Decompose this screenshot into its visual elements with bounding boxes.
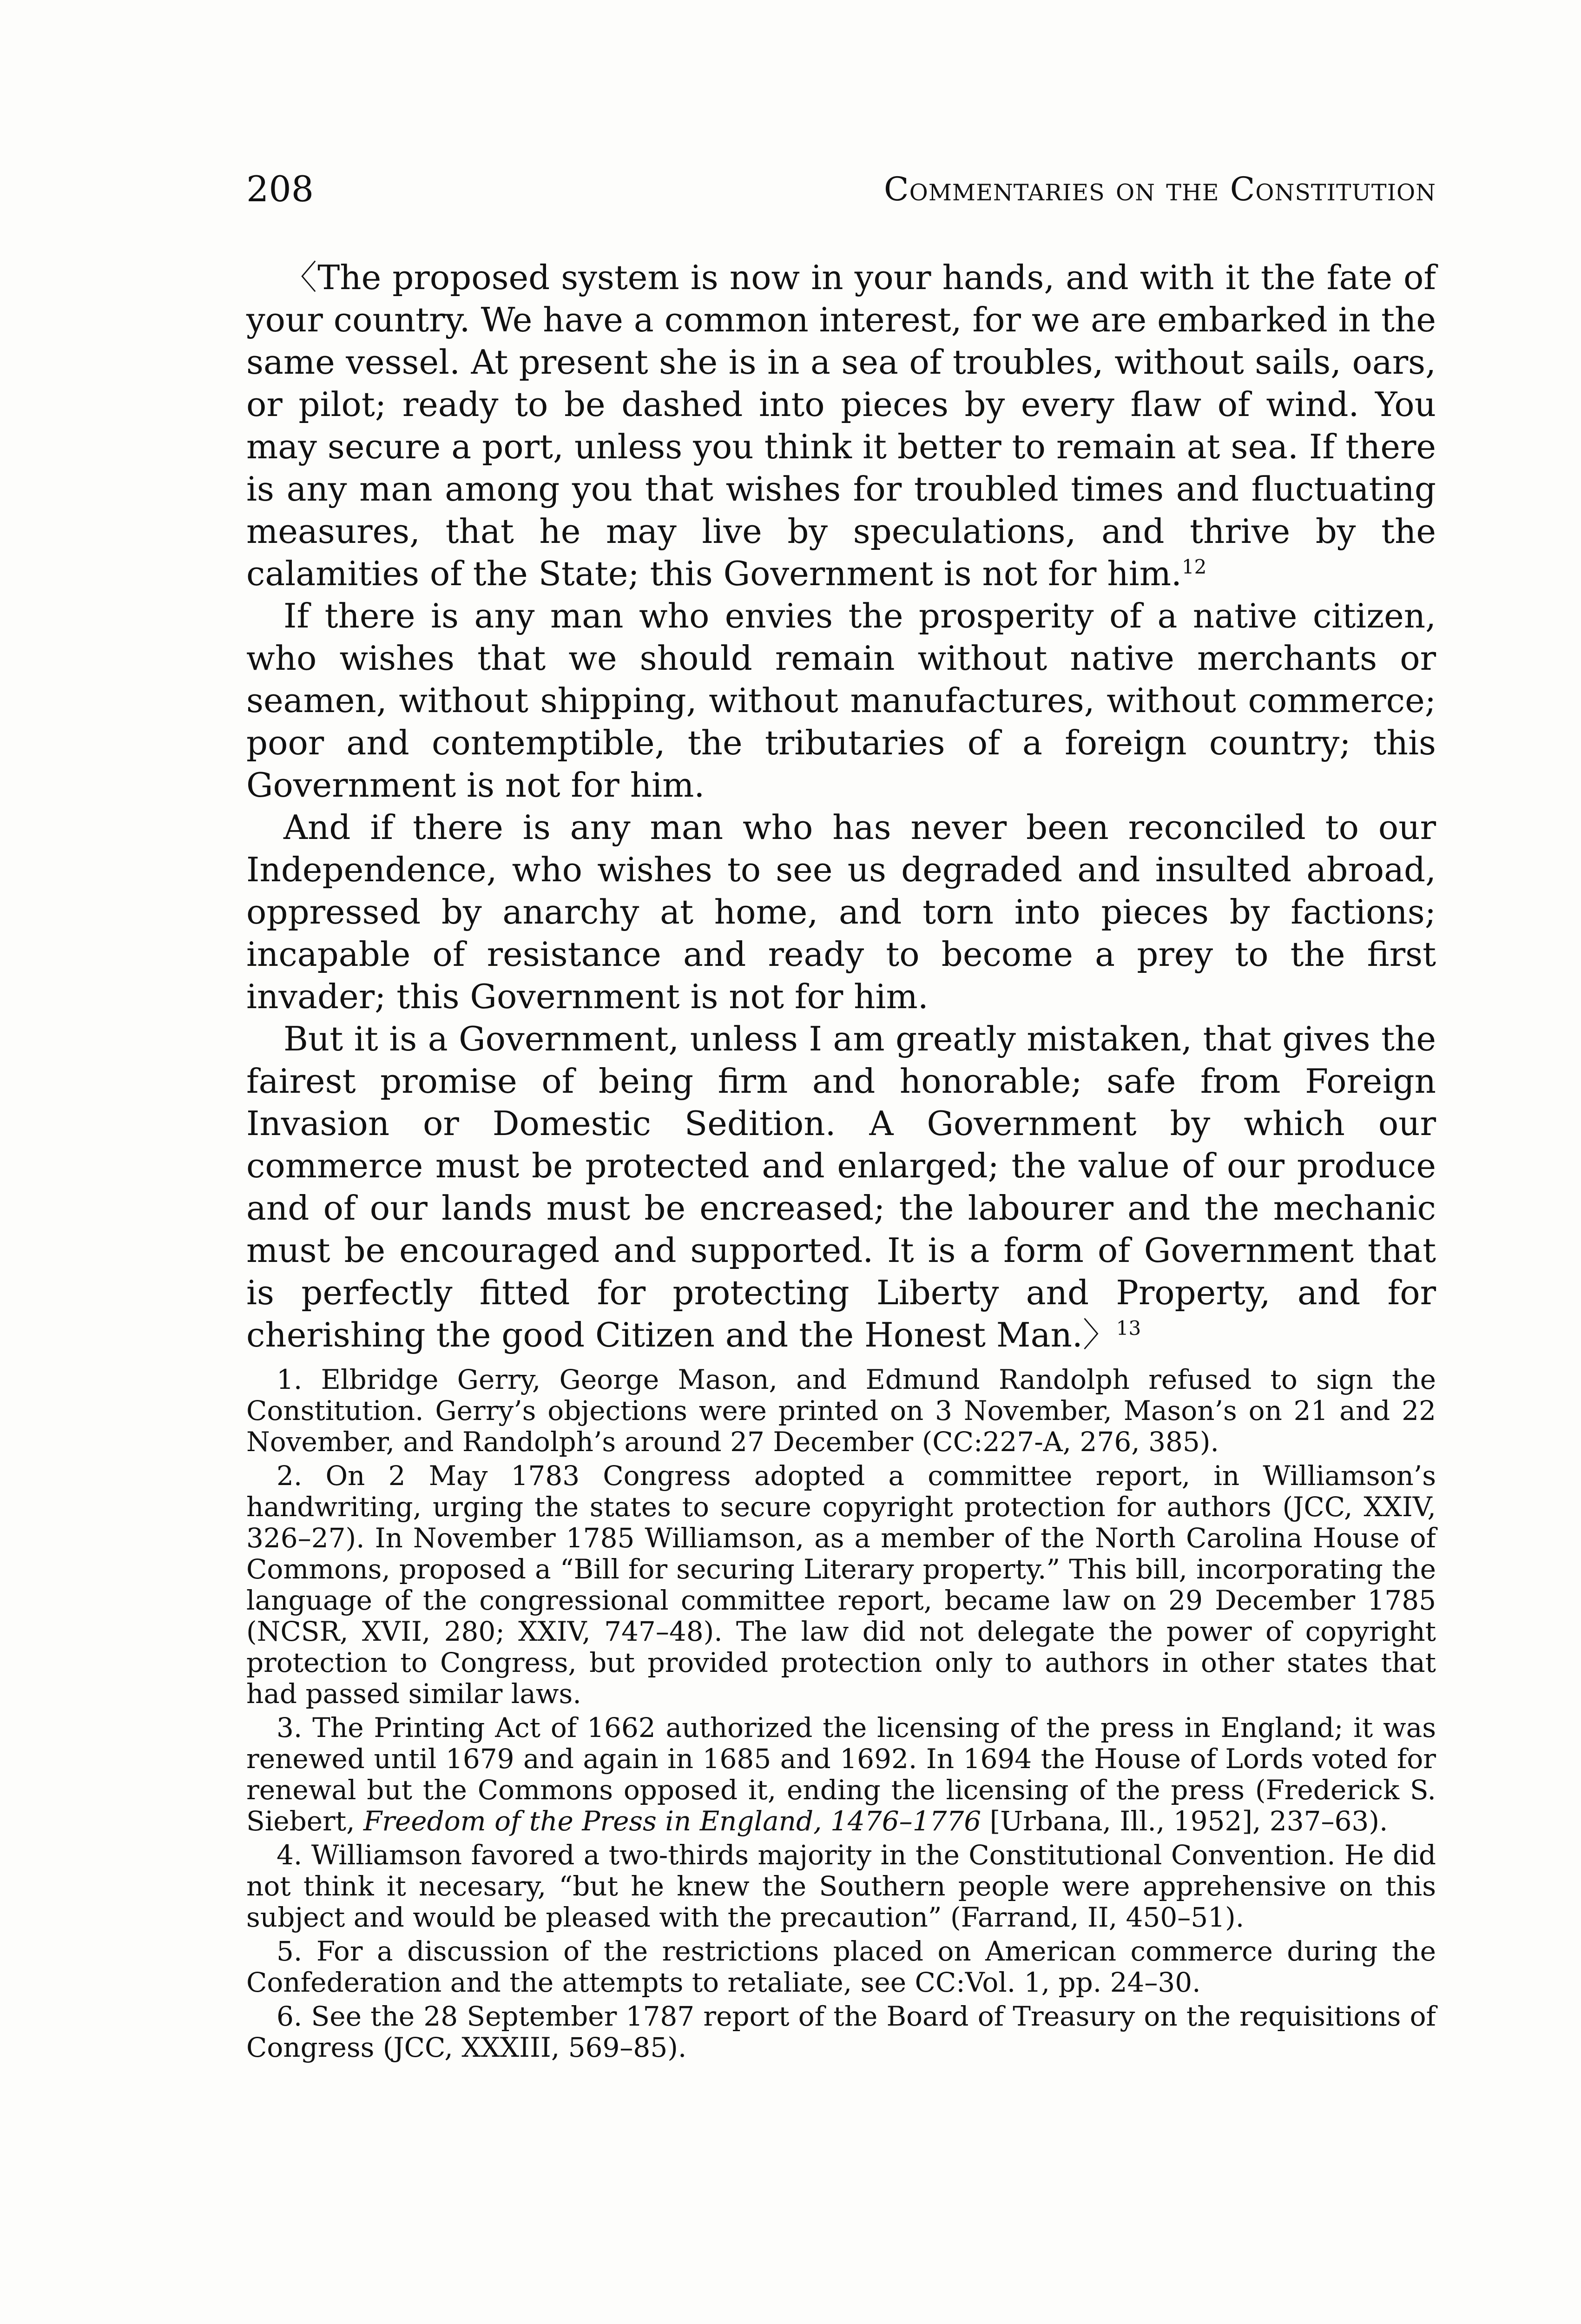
note-2: 2. On 2 May 1783 Congress adopted a committee report, in Williamson’s handwriting, urging the states to secure copyright protection for authors (JCC, XXIV, 326–27). In November 1785 Williamson, as a member of the North Carolina House of Commons, proposed a “Bill for securing Literary property.” This bill, incorporating the language of the congressional committee report, became law on 29 December 1785 (NCSR, XVII, 280; XXIV, 747–48). The law did not delegate the power of copyright protection to Congress, but provided protection only to authors in other states that had passed similar laws. [246, 1460, 1436, 1710]
page-number: 208 [246, 168, 314, 210]
close-bracket: 〉 [1082, 1315, 1116, 1354]
paragraph-3 [246, 806, 1436, 1018]
paragraph-1 [246, 257, 1436, 595]
note-4: 4. Williamson favored a two-thirds majority in the Constitutional Convention. He did not think it necesary, “but he knew the Southern people were apprehensive on this subject and would be pleased with the precaution” (Farrand, II, 450–51). [246, 1839, 1436, 1933]
note-text: [Urbana, Ill., 1952], 237–63). [981, 1805, 1388, 1837]
footnote-ref-13: 13 [1116, 1317, 1141, 1340]
paragraph-text: But it is a Government, unless I am greatly mistaken, that gives the fairest promise of being firm and honorable; safe from Foreign Invasion or Domestic Sedition. A Government by which our commerce must be protected and enlarged; the value of our produce and of our lands must be encreased; the labourer and the mechanic must be encouraged and supported. It is a form of Government that is perfectly fitted for protecting Liberty and Property, and for cherishing the good Citizen and the Honest Man. [246, 1019, 1436, 1354]
paragraph-2 [246, 595, 1436, 806]
note-3 [246, 1712, 1436, 1837]
note-1: 1. Elbridge Gerry, George Mason, and Edmund Randolph refused to sign the Constitution. Gerry’s objections were printed on 3 November, Mason’s on 21 and 22 November, and Randolph’s around 27 December (CC:227-A, 276, 385). [246, 1364, 1436, 1458]
open-bracket: 〈 [283, 258, 318, 297]
paragraph-text: And if there is any man who has never been reconciled to our Independence, who wishes to see us degraded and insulted abroad, oppressed by anarchy at home, and torn into pieces by factions; incapable of resistance and ready to become a prey to the first invader; this Government is not for him. [246, 808, 1436, 1016]
page-header [246, 164, 1436, 215]
running-head: Commentaries on the Constitution [884, 170, 1436, 208]
note-text: 3. The Printing Act of 1662 authorized the licensing of the press in England; it was renewed until 1679 and again in 1685 and 1692. In 1694 the House of Lords voted for renewal but the Commons opposed it, ending the licensing of the press (Frederick S. Siebert, [246, 1712, 1436, 1837]
note-6: 6. See the 28 September 1787 report of the Board of Treasury on the requisitions of Congress (JCC, XXXIII, 569–85). [246, 2000, 1436, 2063]
main-text [246, 257, 1436, 1356]
footnotes [246, 1364, 1436, 2066]
book-title: Freedom of the Press in England, 1476–1776 [363, 1805, 982, 1837]
paragraph-4 [246, 1018, 1436, 1356]
paragraph-text: If there is any man who envies the prosperity of a native citizen, who wishes that we should remain without native merchants or seamen, without shipping, without manufactures, without commerce; poor and contemptible, the tributaries of a foreign country; this Government is not for him. [246, 596, 1436, 805]
note-5: 5. For a discussion of the restrictions placed on American commerce during the Confederation and the attempts to retaliate, see CC:Vol. 1, pp. 24–30. [246, 1935, 1436, 1998]
paragraph-text: The proposed system is now in your hands, and with it the fate of your country. We have a common interest, for we are embarked in the same vessel. At present she is in a sea of troubles, without sails, oars, or pilot; ready to be dashed into pieces by every flaw of wind. You may secure a port, unless you think it better to remain at sea. If there is any man among you that wishes for troubled times and fluctuating measures, that he may live by speculations, and thrive by the calamities of the State; this Government is not for him. [246, 258, 1436, 593]
footnote-ref-12: 12 [1181, 555, 1207, 578]
